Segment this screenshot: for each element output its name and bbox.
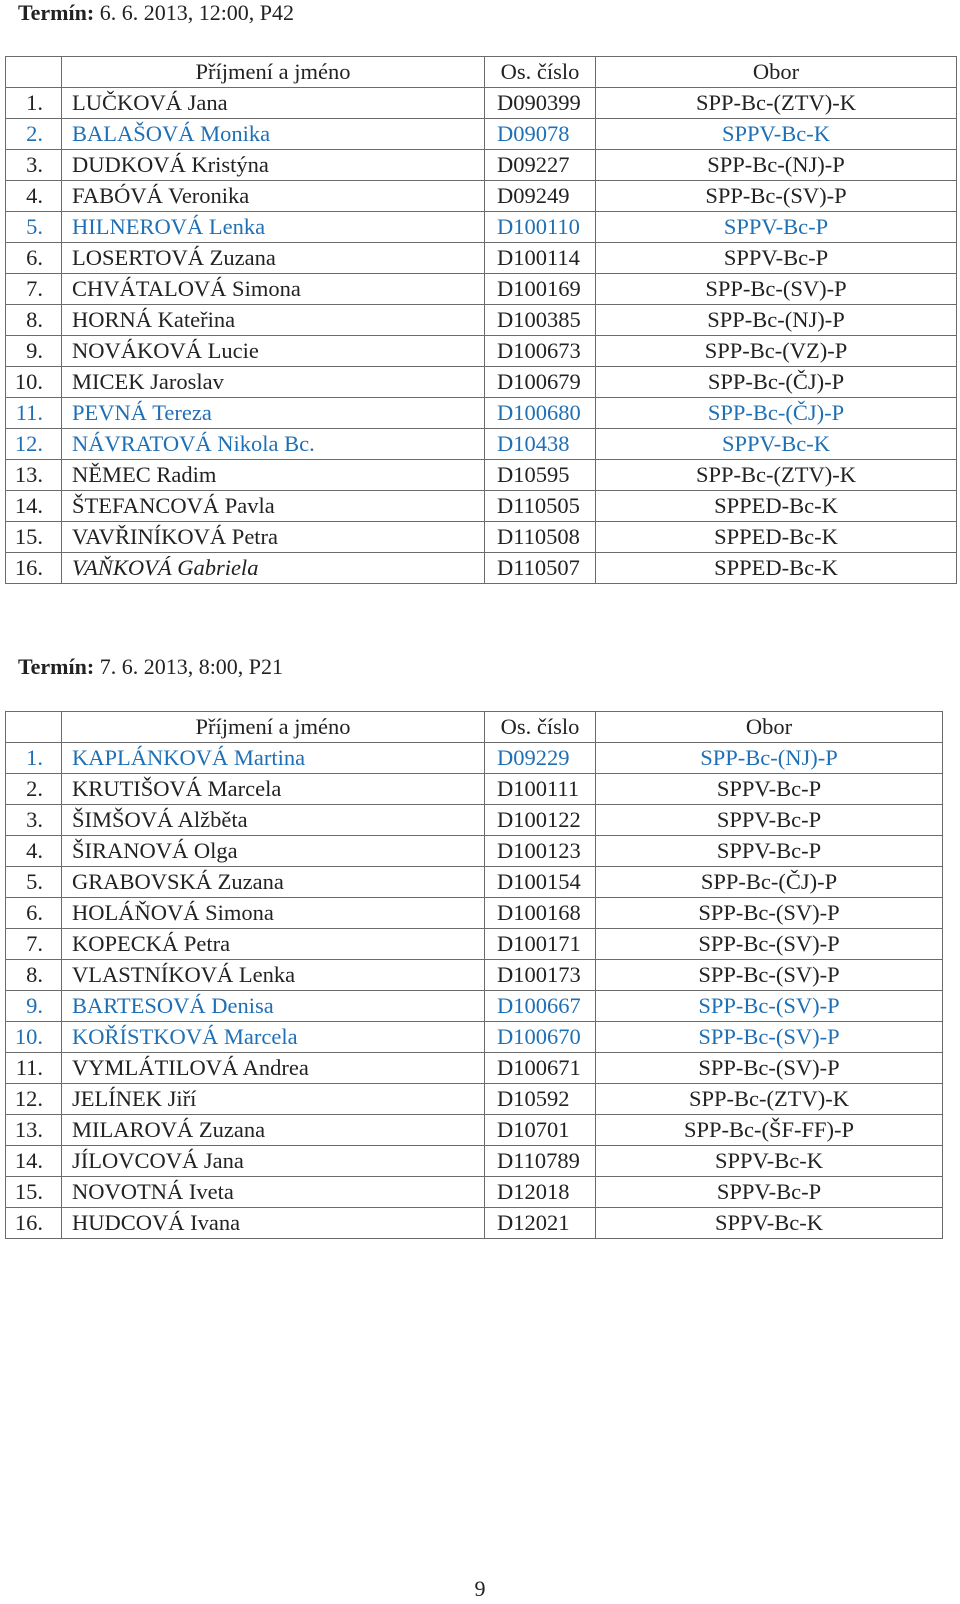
row-number bbox=[6, 429, 62, 460]
row-number-text: 8. bbox=[26, 962, 43, 987]
row-number-text: 5. bbox=[26, 214, 43, 239]
student-name: KOŘÍSTKOVÁ Marcela bbox=[62, 1022, 485, 1053]
study-program: SPP-Bc-(ČJ)-P bbox=[596, 398, 957, 429]
study-program: SPPV-Bc-K bbox=[596, 429, 957, 460]
student-id: D100114 bbox=[485, 243, 596, 274]
row-number-text: 6. bbox=[26, 900, 43, 925]
student-id: D100670 bbox=[485, 1022, 596, 1053]
student-id: D100671 bbox=[485, 1053, 596, 1084]
row-number bbox=[6, 805, 62, 836]
row-number bbox=[6, 150, 62, 181]
study-program: SPPV-Bc-P bbox=[596, 212, 957, 243]
study-program: SPPV-Bc-P bbox=[596, 805, 943, 836]
row-number bbox=[6, 491, 62, 522]
student-id: D10438 bbox=[485, 429, 596, 460]
study-program: SPP-Bc-(SV)-P bbox=[596, 181, 957, 212]
student-name: MICEK Jaroslav bbox=[62, 367, 485, 398]
student-name: BALAŠOVÁ Monika bbox=[62, 119, 485, 150]
study-program: SPP-Bc-(NJ)-P bbox=[596, 743, 943, 774]
student-name: BARTESOVÁ Denisa bbox=[62, 991, 485, 1022]
student-name: HUDCOVÁ Ivana bbox=[62, 1208, 485, 1239]
table-row bbox=[6, 1208, 943, 1239]
row-number bbox=[6, 898, 62, 929]
row-number bbox=[6, 1022, 62, 1053]
row-number-text: 13. bbox=[14, 462, 43, 487]
session-heading-label: Termín: bbox=[18, 654, 95, 679]
row-number bbox=[6, 243, 62, 274]
row-number-text: 4. bbox=[26, 838, 43, 863]
student-name: HORNÁ Kateřina bbox=[62, 305, 485, 336]
student-id: D10592 bbox=[485, 1084, 596, 1115]
row-number-text: 11. bbox=[15, 1055, 43, 1080]
row-number-text: 11. bbox=[15, 400, 43, 425]
study-program: SPP-Bc-(ZTV)-K bbox=[596, 1084, 943, 1115]
header-cell-id: Os. číslo bbox=[485, 712, 596, 743]
student-name: HOLÁŇOVÁ Simona bbox=[62, 898, 485, 929]
student-name: NOVÁKOVÁ Lucie bbox=[62, 336, 485, 367]
student-name: ŠIMŠOVÁ Alžběta bbox=[62, 805, 485, 836]
row-number bbox=[6, 336, 62, 367]
student-name: NÁVRATOVÁ Nikola Bc. bbox=[62, 429, 485, 460]
student-id: D110508 bbox=[485, 522, 596, 553]
table-row bbox=[6, 1146, 943, 1177]
student-id: D100173 bbox=[485, 960, 596, 991]
student-id: D100168 bbox=[485, 898, 596, 929]
row-number-text: 2. bbox=[26, 776, 43, 801]
row-number-text: 1. bbox=[26, 745, 43, 770]
student-name: ŠIRANOVÁ Olga bbox=[62, 836, 485, 867]
table-row bbox=[6, 522, 957, 553]
student-name: KRUTIŠOVÁ Marcela bbox=[62, 774, 485, 805]
row-number bbox=[6, 774, 62, 805]
row-number-text: 6. bbox=[26, 245, 43, 270]
study-program: SPPED-Bc-K bbox=[596, 491, 957, 522]
student-name: LUČKOVÁ Jana bbox=[62, 88, 485, 119]
row-number bbox=[6, 960, 62, 991]
table-row bbox=[6, 774, 943, 805]
student-name: FABÓVÁ Veronika bbox=[62, 181, 485, 212]
row-number bbox=[6, 1177, 62, 1208]
row-number bbox=[6, 929, 62, 960]
row-number-text: 15. bbox=[14, 1179, 43, 1204]
table-row bbox=[6, 88, 957, 119]
study-program: SPP-Bc-(NJ)-P bbox=[596, 150, 957, 181]
page-number: 9 bbox=[474, 1576, 486, 1601]
study-program: SPP-Bc-(VZ)-P bbox=[596, 336, 957, 367]
study-program: SPPV-Bc-P bbox=[596, 243, 957, 274]
row-number-text: 3. bbox=[26, 807, 43, 832]
row-number-text: 5. bbox=[26, 869, 43, 894]
student-id: D09249 bbox=[485, 181, 596, 212]
row-number-text: 16. bbox=[14, 1210, 43, 1235]
student-name: DUDKOVÁ Kristýna bbox=[62, 150, 485, 181]
row-number-text: 8. bbox=[26, 307, 43, 332]
row-number-text: 9. bbox=[26, 338, 43, 363]
row-number bbox=[6, 460, 62, 491]
student-id: D10595 bbox=[485, 460, 596, 491]
row-number-text: 12. bbox=[14, 1086, 43, 1111]
student-id: D110507 bbox=[485, 553, 596, 584]
study-program: SPP-Bc-(SV)-P bbox=[596, 1022, 943, 1053]
study-program: SPPED-Bc-K bbox=[596, 553, 957, 584]
study-program: SPPED-Bc-K bbox=[596, 522, 957, 553]
row-number-text: 14. bbox=[14, 1148, 43, 1173]
study-program: SPPV-Bc-P bbox=[596, 1177, 943, 1208]
row-number bbox=[6, 553, 62, 584]
row-number bbox=[6, 181, 62, 212]
student-id: D100673 bbox=[485, 336, 596, 367]
table-row bbox=[6, 743, 943, 774]
row-number-text: 9. bbox=[26, 993, 43, 1018]
table-row bbox=[6, 805, 943, 836]
student-name: HILNEROVÁ Lenka bbox=[62, 212, 485, 243]
table-row bbox=[6, 181, 957, 212]
row-number bbox=[6, 367, 62, 398]
student-table bbox=[5, 56, 957, 584]
study-program: SPP-Bc-(ČJ)-P bbox=[596, 367, 957, 398]
study-program: SPP-Bc-(ŠF-FF)-P bbox=[596, 1115, 943, 1146]
row-number bbox=[6, 1053, 62, 1084]
student-id: D110505 bbox=[485, 491, 596, 522]
study-program: SPPV-Bc-K bbox=[596, 1146, 943, 1177]
row-number bbox=[6, 1084, 62, 1115]
row-number-text: 16. bbox=[14, 555, 43, 580]
header-cell-number bbox=[6, 712, 62, 743]
student-id: D100169 bbox=[485, 274, 596, 305]
table-row bbox=[6, 119, 957, 150]
study-program: SPP-Bc-(NJ)-P bbox=[596, 305, 957, 336]
row-number bbox=[6, 991, 62, 1022]
study-program: SPP-Bc-(ČJ)-P bbox=[596, 867, 943, 898]
table-header-row bbox=[6, 712, 943, 743]
student-id: D100110 bbox=[485, 212, 596, 243]
study-program: SPP-Bc-(ZTV)-K bbox=[596, 460, 957, 491]
student-name: MILAROVÁ Zuzana bbox=[62, 1115, 485, 1146]
row-number-text: 3. bbox=[26, 152, 43, 177]
row-number bbox=[6, 836, 62, 867]
study-program: SPP-Bc-(SV)-P bbox=[596, 274, 957, 305]
table-row bbox=[6, 367, 957, 398]
table-row bbox=[6, 1053, 943, 1084]
table-row bbox=[6, 150, 957, 181]
student-name: VLASTNÍKOVÁ Lenka bbox=[62, 960, 485, 991]
row-number bbox=[6, 867, 62, 898]
student-table-body bbox=[6, 57, 957, 584]
table-row bbox=[6, 991, 943, 1022]
table-row bbox=[6, 867, 943, 898]
table-row bbox=[6, 1084, 943, 1115]
row-number bbox=[6, 212, 62, 243]
table-row bbox=[6, 1115, 943, 1146]
student-id: D100171 bbox=[485, 929, 596, 960]
student-id: D12018 bbox=[485, 1177, 596, 1208]
row-number-text: 10. bbox=[14, 369, 43, 394]
table-row bbox=[6, 553, 957, 584]
student-name: VAŇKOVÁ Gabriela bbox=[62, 553, 485, 584]
table-row bbox=[6, 305, 957, 336]
table-row bbox=[6, 243, 957, 274]
row-number bbox=[6, 1115, 62, 1146]
header-cell-id: Os. číslo bbox=[485, 57, 596, 88]
row-number-text: 4. bbox=[26, 183, 43, 208]
study-program: SPPV-Bc-P bbox=[596, 774, 943, 805]
session-heading bbox=[18, 654, 283, 680]
student-id: D12021 bbox=[485, 1208, 596, 1239]
study-program: SPPV-Bc-K bbox=[596, 1208, 943, 1239]
table-row bbox=[6, 429, 957, 460]
header-cell-number bbox=[6, 57, 62, 88]
row-number-text: 7. bbox=[26, 276, 43, 301]
table-row bbox=[6, 960, 943, 991]
study-program: SPP-Bc-(SV)-P bbox=[596, 929, 943, 960]
student-id: D100667 bbox=[485, 991, 596, 1022]
row-number bbox=[6, 274, 62, 305]
study-program: SPP-Bc-(SV)-P bbox=[596, 1053, 943, 1084]
row-number bbox=[6, 119, 62, 150]
row-number bbox=[6, 305, 62, 336]
student-name: JÍLOVCOVÁ Jana bbox=[62, 1146, 485, 1177]
student-id: D110789 bbox=[485, 1146, 596, 1177]
student-name: LOSERTOVÁ Zuzana bbox=[62, 243, 485, 274]
header-cell-name: Příjmení a jméno bbox=[62, 712, 485, 743]
row-number-text: 2. bbox=[26, 121, 43, 146]
student-id: D100679 bbox=[485, 367, 596, 398]
student-id: D100154 bbox=[485, 867, 596, 898]
study-program: SPP-Bc-(SV)-P bbox=[596, 991, 943, 1022]
table-row bbox=[6, 274, 957, 305]
table-row bbox=[6, 491, 957, 522]
table-row bbox=[6, 929, 943, 960]
student-id: D09227 bbox=[485, 150, 596, 181]
table-row bbox=[6, 836, 943, 867]
row-number-text: 14. bbox=[14, 493, 43, 518]
table-row bbox=[6, 336, 957, 367]
row-number-text: 12. bbox=[14, 431, 43, 456]
session-heading bbox=[18, 0, 294, 26]
row-number-text: 10. bbox=[14, 1024, 43, 1049]
student-name: PEVNÁ Tereza bbox=[62, 398, 485, 429]
table-row bbox=[6, 460, 957, 491]
row-number bbox=[6, 1208, 62, 1239]
student-table-body bbox=[6, 712, 943, 1239]
student-id: D100123 bbox=[485, 836, 596, 867]
table-row bbox=[6, 1022, 943, 1053]
row-number-text: 15. bbox=[14, 524, 43, 549]
student-name: NOVOTNÁ Iveta bbox=[62, 1177, 485, 1208]
row-number bbox=[6, 88, 62, 119]
student-name: CHVÁTALOVÁ Simona bbox=[62, 274, 485, 305]
study-program: SPP-Bc-(SV)-P bbox=[596, 898, 943, 929]
row-number bbox=[6, 522, 62, 553]
study-program: SPPV-Bc-P bbox=[596, 836, 943, 867]
student-name: VYMLÁTILOVÁ Andrea bbox=[62, 1053, 485, 1084]
student-name: KAPLÁNKOVÁ Martina bbox=[62, 743, 485, 774]
student-name: ŠTEFANCOVÁ Pavla bbox=[62, 491, 485, 522]
session-heading-label: Termín: bbox=[18, 0, 95, 25]
student-name: GRABOVSKÁ Zuzana bbox=[62, 867, 485, 898]
header-cell-obor: Obor bbox=[596, 57, 957, 88]
row-number bbox=[6, 743, 62, 774]
student-id: D100680 bbox=[485, 398, 596, 429]
student-id: D100122 bbox=[485, 805, 596, 836]
table-header-row bbox=[6, 57, 957, 88]
row-number-text: 13. bbox=[14, 1117, 43, 1142]
session-heading-value: 7. 6. 2013, 8:00, P21 bbox=[94, 654, 284, 679]
student-id: D100111 bbox=[485, 774, 596, 805]
student-id: D10701 bbox=[485, 1115, 596, 1146]
header-cell-obor: Obor bbox=[596, 712, 943, 743]
student-name: VAVŘINÍKOVÁ Petra bbox=[62, 522, 485, 553]
study-program: SPPV-Bc-K bbox=[596, 119, 957, 150]
study-program: SPP-Bc-(ZTV)-K bbox=[596, 88, 957, 119]
student-name: NĚMEC Radim bbox=[62, 460, 485, 491]
student-id: D09229 bbox=[485, 743, 596, 774]
row-number-text: 1. bbox=[26, 90, 43, 115]
table-row bbox=[6, 1177, 943, 1208]
table-row bbox=[6, 212, 957, 243]
row-number-text: 7. bbox=[26, 931, 43, 956]
student-name: KOPECKÁ Petra bbox=[62, 929, 485, 960]
header-cell-name: Příjmení a jméno bbox=[62, 57, 485, 88]
student-name: JELÍNEK Jiří bbox=[62, 1084, 485, 1115]
table-row bbox=[6, 898, 943, 929]
student-id: D09078 bbox=[485, 119, 596, 150]
study-program: SPP-Bc-(SV)-P bbox=[596, 960, 943, 991]
table-row bbox=[6, 398, 957, 429]
session-heading-value: 6. 6. 2013, 12:00, P42 bbox=[94, 0, 295, 25]
row-number bbox=[6, 398, 62, 429]
student-id: D090399 bbox=[485, 88, 596, 119]
student-id: D100385 bbox=[485, 305, 596, 336]
row-number bbox=[6, 1146, 62, 1177]
student-table bbox=[5, 711, 943, 1239]
